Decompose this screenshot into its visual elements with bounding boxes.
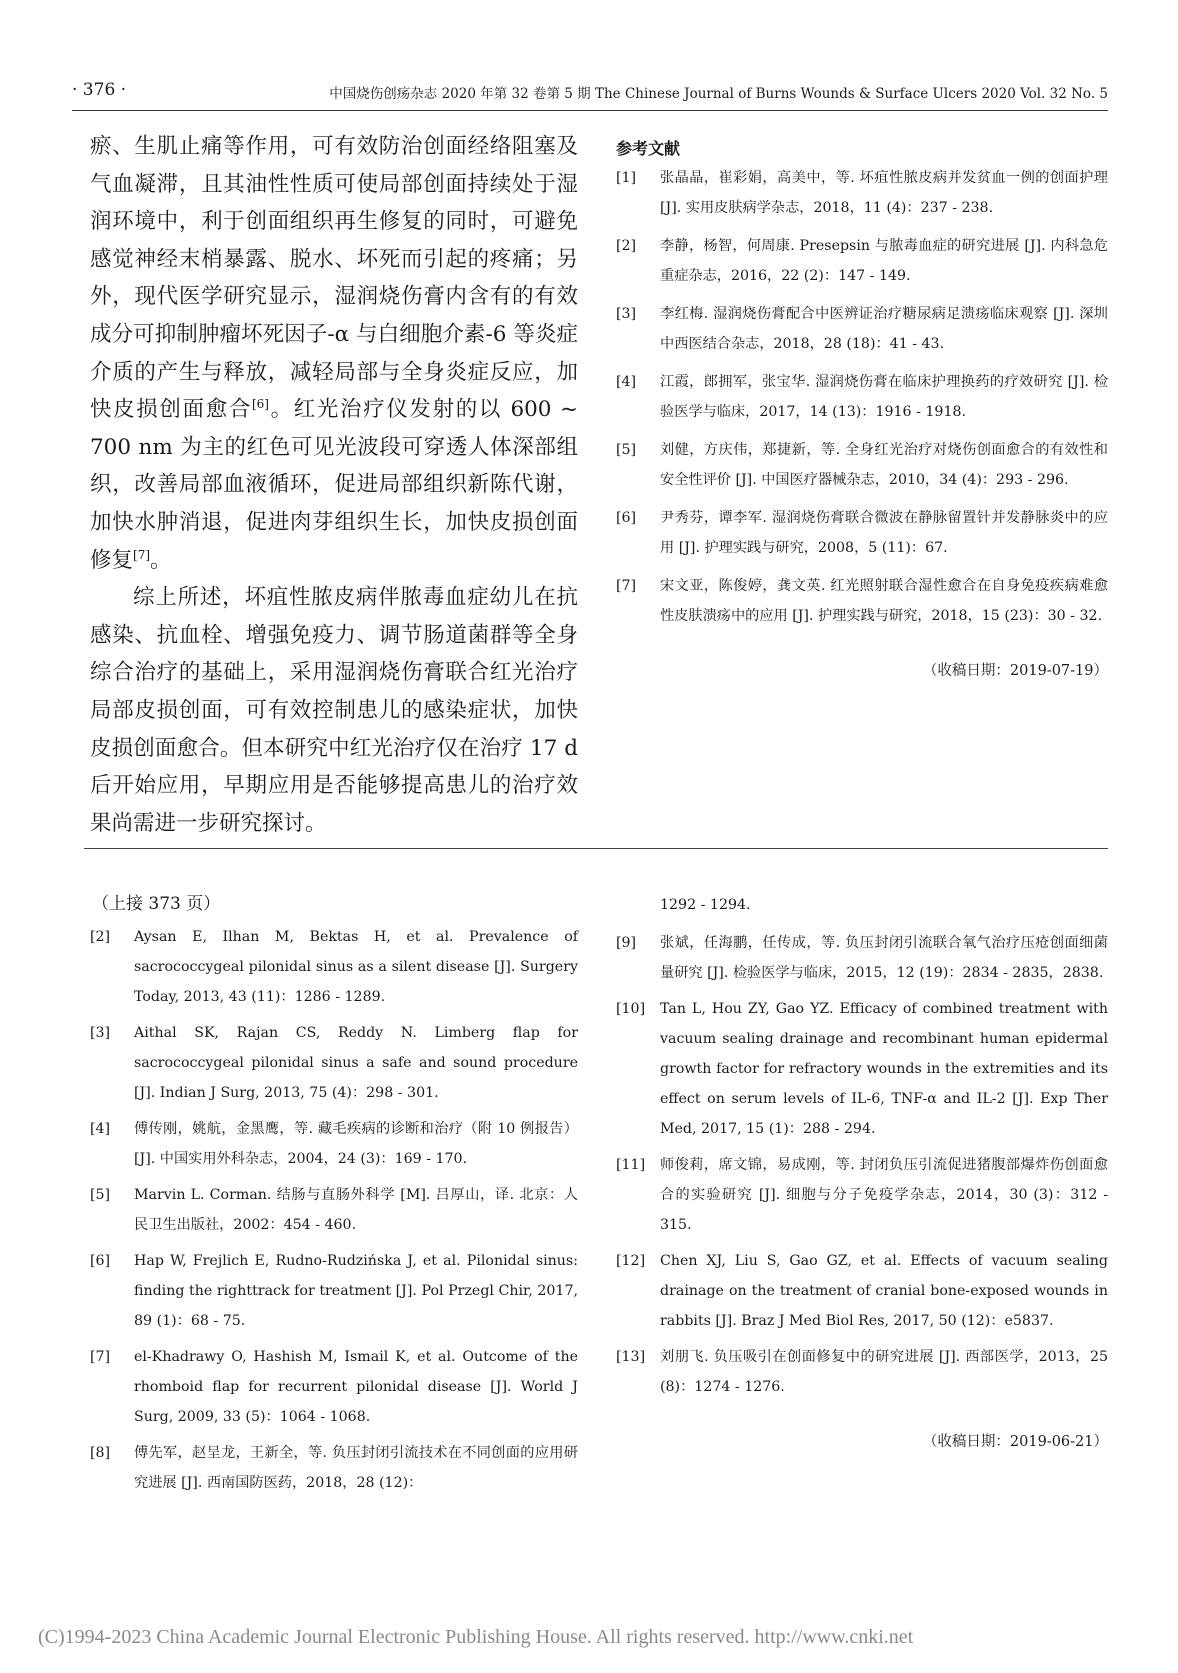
reference-item: [2] Aysan E, Ilhan M, Bektas H, et al. Prevalence of sacrococcygeal pilonidal sinus as a silent disease [J]. Surgery Today, 2013, 43 (11)：1286 - 1289. [90, 929, 578, 1005]
reference-item: [7] 宋文亚，陈俊婷，龚文英. 红光照射联合湿性愈合在自身免疫疾病难愈性皮肤溃疡中的应用 [J]. 护理实践与研究，2018，15 (23)：30 - 32. [616, 578, 1108, 624]
reference-item: [6] Hap W, Frejlich E, Rudno-Rudzińska J, et al. Pilonidal sinus: finding the righttrack for treatment [J]. Pol Przegl Chir, 2017, 89 (1)：68 - 75. [90, 1253, 578, 1329]
reference-item: [2] 李静，杨智，何周康. Presepsin 与脓毒血症的研究进展 [J]. 内科急危重症杂志，2016，22 (2)：147 - 149. [616, 238, 1108, 284]
reference-item: [6] 尹秀芬，谭李军. 湿润烧伤膏联合微波在静脉留置针并发静脉炎中的应用 [J]. 护理实践与研究，2008，5 (11)：67. [616, 510, 1108, 556]
copyright-footer: (C)1994-2023 China Academic Journal Electronic Publishing House. All rights reserved. http://www.cnki.net [38, 1626, 914, 1648]
reference-item: [3] Aithal SK, Rajan CS, Reddy N. Limberg flap for sacrococcygeal pilonidal sinus a safe and sound procedure [J]. Indian J Surg, 2013, 75 (4)：298 - 301. [90, 1025, 578, 1101]
running-header: 中国烧伤创疡杂志 2020 年第 32 卷第 5 期 The Chinese Journal of Burns Wounds & Surface Ulcers 2020 Vol. 32 No. 5 [329, 86, 1108, 102]
reference-continuation: 1292 - 1294. [660, 897, 751, 913]
reference-item: [1] 张晶晶，崔彩娟，高美中，等. 坏疽性脓皮病并发贫血一例的创面护理 [J]. 实用皮肤病学杂志，2018，11 (4)：237 - 238. [616, 170, 1108, 216]
references-list-bottom-left [90, 922, 578, 1504]
reference-item: [4] 傅传刚，姚航，金黑鹰，等. 藏毛疾病的诊断和治疗（附 10 例报告）[J]. 中国实用外科杂志，2004，24 (3)：169 - 170. [90, 1121, 578, 1167]
body-paragraph [90, 128, 578, 579]
reference-item: [10] Tan L, Hou ZY, Gao YZ. Efficacy of combined treatment with vacuum sealing drainage and recombinant human epidermal growth factor for refractory wounds in the extremities and its effect on serum levels of IL-6, TNF-α and IL-2 [J]. Exp Ther Med, 2017, 15 (1)：288 - 294. [616, 1001, 1108, 1137]
reference-item: [8] 傅先军，赵呈龙，王新全，等. 负压封闭引流技术在不同创面的应用研究进展 [J]. 西南国防医药，2018，28 (12)： [90, 1445, 578, 1491]
reference-item: [12] Chen XJ, Liu S, Gao GZ, et al. Effects of vacuum sealing drainage on the treatment of cranial bone-exposed wounds in rabbits [J]. Braz J Med Biol Res, 2017, 50 (12)：e5837. [616, 1253, 1108, 1329]
paragraph-text: 。 [150, 547, 172, 573]
reference-item: [13] 刘朋飞. 负压吸引在创面修复中的研究进展 [J]. 西部医学，2013，25 (8)：1274 - 1276. [616, 1349, 1108, 1395]
page-number: · 376 · [72, 80, 127, 100]
reference-item: [4] 江霞，郎拥军，张宝华. 湿润烧伤膏在临床护理换药的疗效研究 [J]. 检验医学与临床，2017，14 (13)：1916 - 1918. [616, 374, 1108, 420]
citation-marker: [7] [133, 547, 151, 562]
body-text-column [90, 128, 578, 842]
paragraph-text: 瘀、生肌止痛等作用，可有效防治创面经络阻塞及气血凝滞，且其油性性质可使局部创面持续处于湿润环境中，利于创面组织再生修复的同时，可避免感觉神经末梢暴露、脱水、坏死而引起的疼痛；另外，现代医学研究显示，湿润烧伤膏内含有的有效成分可抑制肿瘤坏死因子-α 与白细胞介素-6 等炎症介质的产生与释放，减轻局部与全身炎症反应，加快皮损创面愈合 [90, 134, 578, 423]
reference-item: [5] 刘健，方庆伟，郑捷新，等. 全身红光治疗对烧伤创面愈合的有效性和安全性评价 [J]. 中国医疗器械杂志，2010，34 (4)：293 - 296. [616, 442, 1108, 488]
references-list-bottom-right [616, 890, 1108, 1451]
received-date: （收稿日期：2019-06-21） [922, 1434, 1108, 1450]
received-date: （收稿日期：2019-07-19） [922, 663, 1108, 679]
reference-item: [11] 师俊莉，席文锦，易成刚，等. 封闭负压引流促进猪腹部爆炸伤创面愈合的实验研究 [J]. 细胞与分子免疫学杂志，2014，30 (3)：312 - 315. [616, 1157, 1108, 1233]
references-heading: 参考文献 [616, 139, 681, 158]
body-paragraph: 综上所述，坏疽性脓皮病伴脓毒血症幼儿在抗感染、抗血栓、增强免疫力、调节肠道菌群等全身综合治疗的基础上，采用湿润烧伤膏联合红光治疗局部皮损创面，可有效控制患儿的感染症状，加快皮损创面愈合。但本研究中红光治疗仅在治疗 17 d 后开始应用，早期应用是否能够提高患儿的治疗效果尚需进一步研究探讨。 [90, 585, 578, 836]
continued-from-label: （上接 373 页） [92, 894, 221, 914]
references-list-top [616, 163, 1108, 680]
reference-item: [3] 李红梅. 湿润烧伤膏配合中医辨证治疗糖尿病足溃疡临床观察 [J]. 深圳中西医结合杂志，2018，28 (18)：41 - 43. [616, 306, 1108, 352]
paragraph-text: 。红光治疗仪发射的以 600 ~ 700 nm 为主的红色可见光波段可穿透人体深部组织，改善局部血液循环，促进局部组织新陈代谢，加快水肿消退，促进肉芽组织生长，加快皮损创面修复 [90, 397, 578, 573]
reference-item: [9] 张斌，任海鹏，任传成，等. 负压封闭引流联合氧气治疗压疮创面细菌量研究 [J]. 检验医学与临床，2015，12 (19)：2834 - 2835，2838. [616, 935, 1108, 981]
reference-item: [7] el-Khadrawy O, Hashish M, Ismail K, et al. Outcome of the rhomboid flap for recurrent pilonidal disease [J]. World J Surg, 2009, 33 (5)：1064 - 1068. [90, 1349, 578, 1425]
reference-item: [5] Marvin L. Corman. 结肠与直肠外科学 [M]. 吕厚山，译. 北京：人民卫生出版社，2002：454 - 460. [90, 1187, 578, 1233]
section-divider [84, 848, 1108, 849]
header-rule [72, 110, 1108, 111]
citation-marker: [6] [251, 397, 269, 411]
